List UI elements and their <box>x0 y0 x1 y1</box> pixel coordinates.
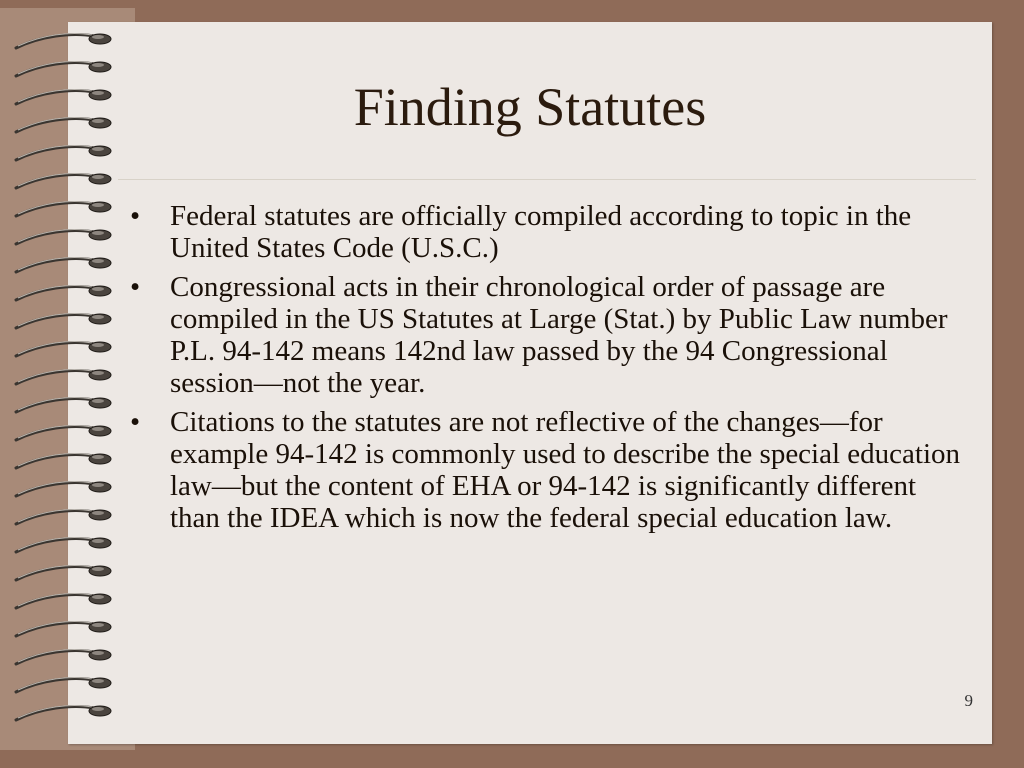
slide-title: Finding Statutes <box>353 77 707 137</box>
spiral-ring-icon <box>16 257 111 272</box>
spiral-ring-icon <box>16 593 111 608</box>
spiral-ring-icon <box>16 425 111 440</box>
spiral-ring-icon <box>16 509 111 524</box>
bullet-icon: • <box>130 271 141 303</box>
bullet-text: Federal statutes are officially compiled according to topic in the United States Code (U.S.C.) <box>170 200 912 264</box>
bullet-item <box>118 271 968 399</box>
spiral-ring-icon <box>16 677 111 692</box>
bullet-item <box>118 200 968 264</box>
spiral-ring-icon <box>16 649 111 664</box>
spiral-ring-icon <box>16 145 111 160</box>
bullet-list <box>118 200 968 541</box>
slide <box>68 22 992 744</box>
spiral-ring-icon <box>16 61 111 76</box>
spiral-ring-icon <box>16 397 111 412</box>
spiral-ring-icon <box>16 117 111 132</box>
page-number: 9 <box>964 691 973 710</box>
spiral-ring-icon <box>16 565 111 580</box>
spiral-ring-icon <box>16 341 111 356</box>
spiral-ring-icon <box>16 369 111 384</box>
spiral-binding-icon <box>10 26 120 746</box>
spiral-ring-icon <box>16 313 111 328</box>
bullet-icon: • <box>130 406 141 438</box>
spiral-ring-icon <box>16 89 111 104</box>
bullet-text: Citations to the statutes are not reflective of the changes—for example 94-142 is commonly used to describe the special education law—but the content of EHA or 94-142 is significantly different than the IDEA which is now the federal special education law. <box>170 406 961 534</box>
spiral-ring-icon <box>16 453 111 468</box>
bullet-icon: • <box>130 200 141 232</box>
spiral-ring-icon <box>16 33 111 48</box>
spiral-ring-icon <box>16 173 111 188</box>
bullet-text: Congressional acts in their chronological order of passage are compiled in the US Statutes at Large (Stat.) by Public Law number P.L. 94-142 means 142nd law passed by the 94 Congressional session—not the year. <box>170 271 948 399</box>
spiral-ring-icon <box>16 481 111 496</box>
spiral-ring-icon <box>16 621 111 636</box>
bullet-item <box>118 406 968 534</box>
spiral-ring-icon <box>16 285 111 300</box>
title-divider <box>118 179 976 180</box>
spiral-ring-icon <box>16 705 111 720</box>
spiral-ring-icon <box>16 229 111 244</box>
spiral-ring-icon <box>16 537 111 552</box>
spiral-ring-icon <box>16 201 111 216</box>
